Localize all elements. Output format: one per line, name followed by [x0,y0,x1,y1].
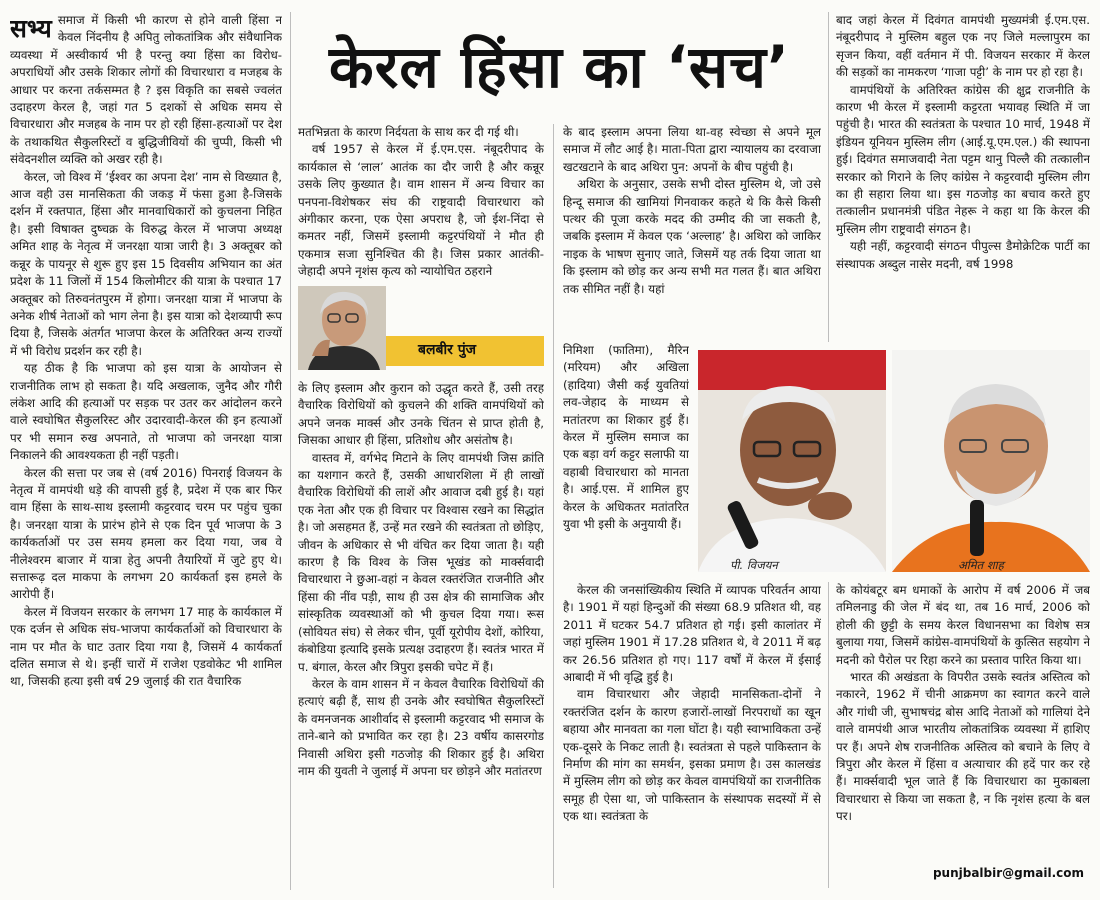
speaker-portrait-icon [698,350,886,572]
article-column-3-bottom [563,582,821,888]
article-column-4-bottom [836,582,1090,882]
article-column-4-top [836,12,1090,342]
article-column-1 [10,12,282,888]
headline-box [298,12,821,116]
speaker-portrait-icon [892,350,1090,572]
paragraph: के कोयंबटूर बम धमाकों के आरोप में वर्ष 2006 में जब तमिलनाडु की जेल में बंद था, तब 16 मार्च, 2006 को होली की छुट्टी के समय केरल विधानसभा का विशेष सत्र बुलाया गया, जिसमें कांग्रेस-वामपंथियों के कुत्सित सहयोग ने मदनी को पैरोल पर रिहा करने का प्रस्ताव पारित किया था। [836,583,1090,667]
paragraph: के बाद इस्लाम अपना लिया था-वह स्वेच्छा से अपने मूल समाज में लौट आई है। माता-पिता द्वारा न्यायालय का दरवाजा खटखटाने के बाद अथिरा पुन: अपनों के बीच पहुंची है। [563,125,821,174]
paragraph: केरल की सत्ता पर जब से (वर्ष 2016) पिनराई विजयन के नेतृत्व में वामपंथी धड़े की वापसी हुई है, प्रदेश में एक बार फिर वाम हिंसा के साथ-साथ इस्लामी कट्टरवाद चरम पर पहुंच चुका है। जनरक्षा यात्रा के प्रारंभ होने से एक दिन पूर्व भाजपा के 3 कार्यकर्ताओं पर उस समय हमला कर दिया गया, जब वे नीलेश्वरम बाजार में यात्रा हेतु अपनी तैयारियों में जुटे हुए थे। सत्तारूढ़ दल माकपा के लगभग 20 कार्यकर्ता इस हमले के आरोपी हैं। [10,465,282,602]
headline: केरल हिंसा का ‘सच’ [329,32,790,101]
author-email[interactable]: punjbalbir@gmail.com [932,866,1084,880]
paragraph: भारत की अखंडता के विपरीत उसके स्वतंत्र अस्तित्व को नकारने, 1962 में चीनी आक्रमण का स्वागत करने वाले और गांधी जी, सुभाषचंद्र बोस आदि नेताओं को गालियां देने वाले वामपंथी आज भारतीय लोकतांत्रिक व्यवस्था में हाशिए पर हैं। अपने शेष राजनीतिक अस्तित्व को बचाने के लिए वे त्रिपुरा और केरल में हिंसा व अत्याचार की हदें पार कर रहे हैं। मार्क्सवादी भूल जाते हैं कि विचारधारा का मुकाबला विचारधारा से किया जा सकता है, न कि नृशंस हत्या के बल पर। [836,670,1090,824]
paragraph: वास्तव में, वर्गभेद मिटाने के लिए वामपंथी जिस क्रांति का यशगान करते हैं, उसकी आधारशिला में ही लाखों वैचारिक विरोधियों की लाशें और आवाज दबी हुई है। यहां एक नेता और एक ही विचार पर विश्वास रखने का सिद्धांत है। जो असहमत हैं, उन्हें मत रखने की स्वतंत्रता तो छोड़िए, जीवन के अधिकार से भी वंचित कर दिया जाता है। यही कारण है कि विश्व के जिस भूखंड को मार्क्सवादी विचारधारा ने छुआ-वहां न केवल रक्तरंजित राजनीति और हिंसा की नींव पड़ी, साथ ही उस क्षेत्र की सामाजिक और सांस्कृतिक व्यवस्थाओं को भी कुचल दिया गया। रूस (सोवियत संघ) से लेकर चीन, पूर्वी यूरोपीय देशों, कोरिया, कंबोडिया इत्यादि इसके प्रत्यक्ष उदाहरण हैं। स्वतंत्र भारत में प. बंगाल, केरल और त्रिपुरा इसकी चपेट में हैं। [298,450,544,674]
photo-vijayan [698,350,886,572]
author-photo [298,286,386,370]
paragraph: वाम विचारधारा और जेहादी मानसिकता-दोनों ने रक्तरंजित दर्शन के कारण हजारों-लाखों निरपराधों का खून बहाया और मानवता का गला घोंटा है। यही स्वाभाविकता उन्हें एक-दूसरे के निकट लाती है। स्वतंत्रता से पहले पाकिस्तान के निर्माण की मांग का समर्थन, इसका प्रमाण है। उस कालखंड में मुस्लिम लीग को छोड़ कर केवल वामपंथियों का राजनीतिक समूह ही ऐसा था, जो पाकिस्तान के संस्थापक सदस्यों में से एक था। स्वतंत्रता के [563,687,821,824]
article-column-3-top [563,124,821,342]
author-portrait-icon [298,286,386,370]
paragraph: समाज में किसी भी कारण से होने वाली हिंसा न केवल निंदनीय है अपितु लोकतांत्रिक और संवैधानिक व्यवस्था में अस्वीकार्य भी है परन्तु क्या हिंसा का विरोध-अपराधियों और उसके शिकार लोगों की विचारधारा व मजहब के आधार पर करना तर्कसम्मत है ? इस विकृति का सबसे ज्वलंत उदाहरण केरल है, जहां गत 5 दशकों से अधिक समय से विचारधारा और मजहब के नाम पर हो रही हिंसा-हत्याओं पर देश के तथाकथित सैकुलरिस्टों व बुद्धिजीवियों की चुप्पी, किसी भी संवेदनशील व्यक्ति को अखर रही है। [10,13,282,167]
paragraph: वर्ष 1957 से केरल में ई.एम.एस. नंबूदरीपाद के कार्यकाल से ‘लाल’ आतंक का दौर जारी है और कन्नूर उसके लिए कुख्यात है। वाम शासन में अन्य विचार का पनपना-विशेषकर संघ की राष्ट्रवादी विचारधारा को अंगीकार करना, एक ऐसा अपराध है, जो ईश-निंदा से कमतर नहीं, जिसमें इस्लामी कट्टरपंथियों ने मौत ही एकमात्र सजा सुनिश्चित की है। जिस प्रकार आतंकी-जेहादी अपने नृशंस कृत्य को न्यायोचित ठहराने [298,142,544,279]
author-name: बलबीर पुंज [418,342,477,358]
photo-amit-shah [892,350,1090,572]
paragraph: केरल के वाम शासन में न केवल वैचारिक विरोधियों की हत्याएं बढ़ी हैं, साथ ही उनके और स्वघोषित सैकुलरिस्टों के वमनजनक आशीर्वाद से इस्लामी कट्टरवाद भी समाज के ताने-बाने को प्रभावित कर रहा है। 23 वर्षीय कासरगोड निवासी अथिरा इसी गठजोड़ की शिकार हुई है। अथिरा नाम की युवती ने जुलाई में अपना घर छोड़ने और मतांतरण [298,676,544,778]
lead-word: सभ्य [10,14,52,43]
paragraph: केरल की जनसांख्यिकीय स्थिति में व्यापक परिवर्तन आया है। 1901 में यहां हिन्दुओं की संख्या 68.9 प्रतिशत थी, वह 2011 में घटकर 54.7 प्रतिशत हो गई। इसी कालांतर में जहां मुस्लिम 1901 में 17.28 प्रतिशत थे, वे 2011 में बढ़ कर 26.56 प्रतिशत हो गए। 117 वर्षों में केरल में ईसाई आबादी में भी वृद्धि हुई है। [563,583,821,685]
paragraph: केरल, जो विश्व में ‘ईश्वर का अपना देश’ नाम से विख्यात है, आज वही उस मानसिकता की जकड़ में फंसा हुआ है-जिसके दर्शन में रक्तपात, हिंसा और मानवाधिकारों को कुचलना निहित है। इसी विषाक्त दुष्चक्र के विरुद्ध केरल में भाजपा अध्यक्ष अमित शाह के नेतृत्व में जनरक्षा यात्रा जारी है। 3 अक्तूबर को कन्नूर के पायनूर से शुरू हुए इस 15 दिवसीय अभियान का अंत प्रदेश के 11 जिलों में 154 किलोमीटर की यात्रा के पश्चात 17 अक्तूबर को तिरुवनंतपुरम में होगा। जनरक्षा यात्रा में भाजपा के अनेक शीर्ष नेताओं को भाग लेना है। इस यात्रा को देशव्यापी रूप दिया है, जिसके अंतर्गत भाजपा केरल के अतिरिक्त अन्य राज्यों में भी विरोध प्रदर्शन कर रही है। [10,169,282,358]
paragraph: वामपंथियों के अतिरिक्त कांग्रेस की क्षुद्र राजनीति के कारण भी केरल में इस्लामी कट्टरता भयावह स्थिति में जा पहुंची है। भारत की स्वतंत्रता के पश्चात 10 मार्च, 1948 में इंडियन यूनियन मुस्लिम लीग (आई.यू.एम.एल.) की स्थापना हुई। दिवंगत समाजवादी नेता पट्टम थानु पिल्लै की तत्कालीन सरकार को गिराने के लिए कांग्रेस ने कट्टरवादी मुस्लिम लीग का ही सहारा लिया था। इस गठजोड़ का बचाव करते हुए तत्कालीन प्रधानमंत्री पंडित नेहरू ने कहा था कि केरल की मुस्लिम लीग राष्ट्रवादी संगठन है। [836,82,1090,236]
author-byline [298,286,544,370]
paragraph: अथिरा के अनुसार, उसके सभी दोस्त मुस्लिम थे, जो उसे हिन्दू समाज की खामियां गिनवाकर कहते थे कि कैसे किसी पत्थर की पूजा करके मदद की उम्मीद की जा सकती है, जबकि इस्लाम में केवल एक ‘अल्लाह’ है। अथिरा को जाकिर नाइक के भाषण सुनाए जाते, जिसमें यह तर्क दिया जाता था कि इस्लाम को छोड़ कर अन्य सभी मत गलत हैं। बात अथिरा तक सीमित नहीं है। यहां [563,177,821,296]
photo-caption: पी. विजयन [730,558,778,572]
paragraph: केरल में विजयन सरकार के लगभग 17 माह के कार्यकाल में एक दर्जन से अधिक संघ-भाजपा कार्यकर्ताओं को विचारधारा के नाम पर मौत के घाट उतार दिया गया है, जिसमें 4 कार्यकर्ता दलित समाज से थे। इन्हीं चारों में राजेश एडवोकेट भी शामिल था, जिसकी हत्या इसी वर्ष 29 जुलाई की रात वैचारिक [10,604,282,689]
column-divider [828,12,829,342]
article-column-3-narrow [563,342,689,582]
paragraph: यही नहीं, कट्टरवादी संगठन पीपुल्स डैमोक्रेटिक पार्टी का संस्थापक अब्दुल नासेर मदनी, वर्ष 1998 [836,239,1090,271]
column-divider [290,12,291,890]
paragraph: बाद जहां केरल में दिवंगत वामपंथी मुख्यमंत्री ई.एम.एस. नंबूदरीपाद ने मुस्लिम बहुल एक नए जिले मल्लापुरम का सृजन किया, वहीं वर्तमान में पी. विजयन सरकार में केरल की सड़कों का नामकरण ‘गाजा पट्टी’ के नाम पर हो रहा है। [836,13,1090,80]
paragraph: यह ठीक है कि भाजपा को इस यात्रा के आयोजन से राजनीतिक लाभ हो सकता है। यदि अखलाक, जुनैद और गौरी लंकेश आदि की हत्याओं पर सड़क पर उतर कर आंदोलन करने वाले स्वघोषित सैकुलरिस्ट और उदारवादी-केरल की इन हत्याओं पर भी समान रुख अपनाते, तो भाजपा को जनरक्षा यात्रा निकालने की आवश्यकता ही नहीं पड़ती। [10,361,282,463]
paragraph: के लिए इस्लाम और कुरान को उद्धृत करते हैं, उसी तरह वैचारिक विरोधियों को कुचलने की शक्ति वामपंथियों को अपने जनक मार्क्स और उनके चिंतन से प्राप्त होती है, जिसका आधार ही हिंसा, प्रतिशोध और असंतोष है। [298,381,544,448]
paragraph: मतभिन्नता के कारण निर्दयता के साथ कर दी गई थी। [298,125,519,139]
column-divider [828,582,829,888]
column-divider [553,124,554,888]
paragraph: निमिशा (फातिमा), मैरिन (मरियम) और अखिला (हादिया) जैसी कई युवतियां लव-जेहाद के माध्यम से मतांतरण का शिकार हुई हैं। केरल में मुस्लिम समाज का एक बड़ा वर्ग कट्टर सलाफी या वहाबी विचारधारा को मानता है। आई.एस. में शामिल हुए केरल के अधिकतर मतांतरित युवा भी इसी के अनुयायी हैं। [563,343,689,532]
photo-caption: अमित शाह [958,558,1004,572]
article-column-2-bottom [298,380,544,888]
